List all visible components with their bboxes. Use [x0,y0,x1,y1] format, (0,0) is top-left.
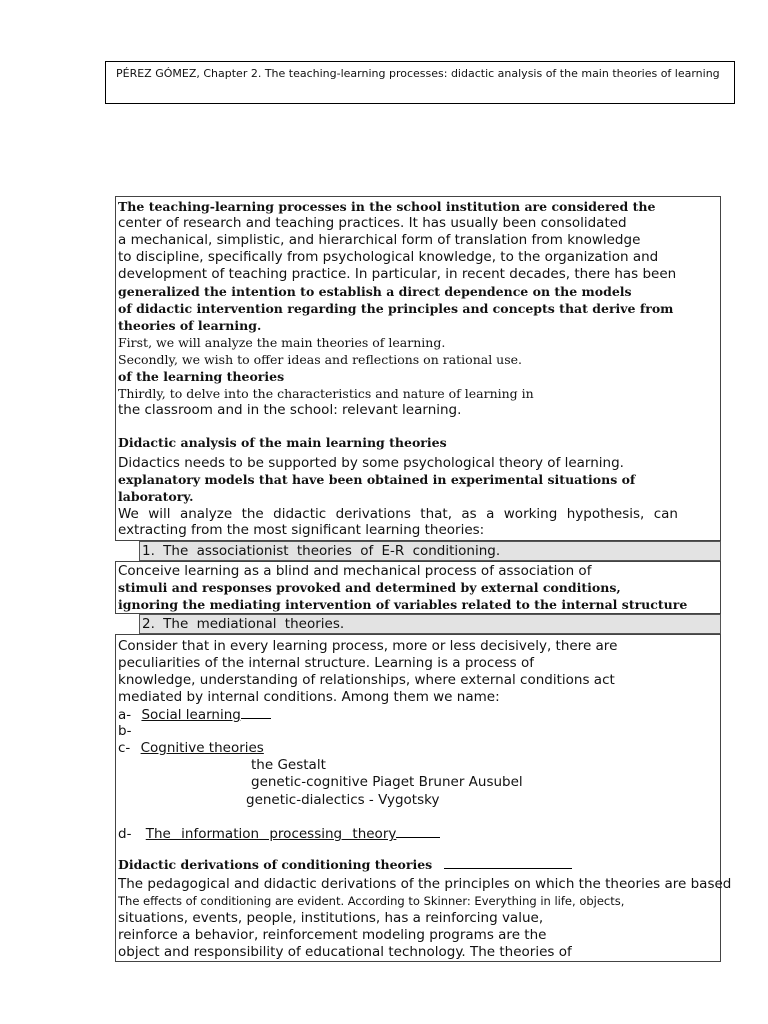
section-1-body [115,561,721,614]
list-item-a [118,706,271,723]
list-item-d [118,825,440,842]
derivation-line-5: object and responsibility of educational technology. The theories of [118,944,572,960]
intro-line-9: First, we will analyze the main theories of learning. [118,335,446,350]
intro-line-12: Thirdly, to delve into the characteristics and nature of learning in [118,386,534,401]
section-1-line-1: Conceive learning as a blind and mechanical process of association of [118,563,592,579]
section-1-heading: 1. The associationist theories of E-R conditioning. [139,541,721,561]
cognitive-sub-2: genetic-cognitive Piaget Bruner Ausubel [251,774,523,790]
list-marker-b: b- [118,723,132,739]
section-1-line-2: stimuli and responses provoked and determined by external conditions, [118,580,621,595]
cognitive-sub-1: the Gestalt [251,757,326,773]
intro-line-7: of didactic intervention regarding the principles and concepts that derive from [118,301,674,316]
intro-line-10: Secondly, we wish to offer ideas and reflections on rational use. [118,352,523,367]
intro-line-19: extracting from the most significant learning theories: [118,522,485,538]
list-text-information-processing: The information processing theory [145,826,397,842]
list-marker-c: c- [118,740,131,756]
derivation-line-2: The effects of conditioning are evident. According to Skinner: Everything in life, objects, [118,894,625,908]
intro-line-4: to discipline, specifically from psychological knowledge, to the organization and [118,249,659,265]
derivations-heading [118,856,572,872]
section-2-line-2: peculiarities of the internal structure. Learning is a process of [118,655,535,671]
list-marker-a: a- [118,707,132,723]
underline-blank-derivations [444,856,572,869]
section-2-line-1: Consider that in every learning process, more or less decisively, there are [118,638,618,654]
section-2-line-4: mediated by internal conditions. Among them we name: [118,689,500,705]
intro-line-3: a mechanical, simplistic, and hierarchical form of translation from knowledge [118,232,641,248]
intro-line-16: explanatory models that have been obtained in experimental situations of [118,472,636,487]
section-2-body [115,634,732,962]
intro-line-1: The teaching-learning processes in the school institution are considered the [118,199,656,214]
intro-line-6: generalized the intention to establish a direct dependence on the models [118,284,632,299]
intro-line-15: Didactics needs to be supported by some psychological theory of learning. [118,455,624,471]
list-marker-d: d- [118,826,132,842]
cognitive-sub-3: genetic-dialectics - Vygotsky [246,792,440,808]
list-text-social-learning: Social learning [141,707,241,723]
list-item-b [118,723,131,739]
derivation-line-4: reinforce a behavior, reinforcement modeling programs are the [118,927,547,943]
intro-line-11: of the learning theories [118,369,285,384]
underline-blank-a [241,706,271,719]
intro-line-8: theories of learning. [118,318,262,333]
intro-line-18: We will analyze the didactic derivations that, as a working hypothesis, can [118,506,678,522]
header-text: PÉREZ GÓMEZ, Chapter 2. The teaching-learning processes: didactic analysis of the main theories of learning [116,67,720,80]
intro-section [115,196,721,541]
list-item-c [118,740,264,756]
intro-subheading: Didactic analysis of the main learning theories [118,435,447,450]
section-2-line-3: knowledge, understanding of relationships, where external conditions act [118,672,615,688]
section-2-heading: 2. The mediational theories. [139,614,721,634]
intro-line-5: development of teaching practice. In particular, in recent decades, there has been [118,266,677,282]
section-1-line-3: ignoring the mediating intervention of variables related to the internal structure [118,597,688,612]
derivations-heading-text: Didactic derivations of conditioning theories [118,857,433,872]
underline-blank-d [396,825,440,838]
intro-line-2: center of research and teaching practices. It has usually been consolidated [118,215,627,231]
derivation-line-1: The pedagogical and didactic derivations of the principles on which the theories are based [118,876,732,892]
derivation-line-3: situations, events, people, institutions, has a reinforcing value, [118,910,544,926]
list-text-cognitive-theories: Cognitive theories [140,740,264,756]
intro-line-13: the classroom and in the school: relevant learning. [118,402,462,418]
intro-line-17: laboratory. [118,489,194,504]
document-header [105,61,735,104]
